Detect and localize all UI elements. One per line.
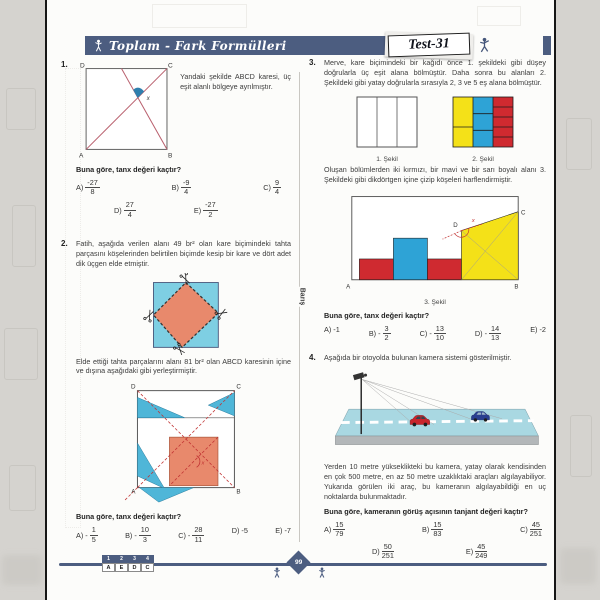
background-doodle [6,88,36,130]
answer-key-letter: A [102,563,115,572]
question-prompt: Buna göre, tanx değeri kaçtır? [324,310,430,320]
option: C) - $\frac{28}{11}$ [178,525,203,544]
page-number-badge [286,550,310,574]
figure-assembled-square [109,379,259,507]
question-1 [61,60,291,219]
background-doodle [9,465,36,511]
figure-highway-camera [324,367,546,459]
column-divider [299,72,300,542]
option: C) $\frac{45}{251}$ [520,519,542,538]
dancer-icon [273,567,281,579]
answer-key-number: 1 [102,555,115,563]
option: C) $\frac{9}{4}$ [263,178,279,197]
answer-key-letter: D [128,563,141,572]
svg-text:x: x [200,460,204,467]
question-number: 1. [61,60,68,69]
figure-sekil-1 [354,94,420,150]
page-sheet [45,0,556,600]
option: B) - $\frac{10}{3}$ [125,525,149,544]
page-number: 99 [294,558,303,566]
scan-mark [152,4,247,28]
right-column [309,58,546,560]
dancer-icon [94,39,103,53]
question-text: Yandaki şekilde ABCD karesi, üç eşit alanlı bölgeye ayrılmıştır. [180,72,291,91]
question-text: Merve, kare biçimindeki bir kağıdı önce 1. şekildeki gibi düşey doğrularla üç eşit alana bölmüştür. Daha sonra bu alanları 2. Şekildeki gibi yatay doğrularla sırasıyla 2, 3 ve 5 eş alana bölmüştür. [324,58,546,87]
answer-key-number: 2 [115,555,128,563]
answer-key-number: 3 [128,555,141,563]
question-prompt: Buna göre, tanx değeri kaçtır? [76,512,182,522]
options-row [324,521,542,538]
background-doodle [566,118,592,170]
question-number: 2. [61,238,68,248]
svg-text:A: A [130,488,136,496]
figure-square-abcd [76,60,175,160]
background-doodle [4,328,38,380]
options-row [76,179,281,196]
figure-sekil-2 [450,94,516,150]
options-row [372,543,546,560]
answer-key-number: 4 [141,555,154,563]
answer-key [102,555,154,572]
scan-mark [477,6,521,26]
svg-text:B: B [514,282,519,290]
option: E) $\frac{-27}{2}$ [193,200,216,219]
svg-text:x: x [471,217,475,224]
question-text: Fatih, aşağıda verilen alanı 49 br² olan kare biçimindeki tahta parçasını köşelerinden belirtilen biçimde kesip bir kare ve dört adet dik üçgen elde etmiştir. [76,238,291,268]
svg-text:D: D [130,384,136,392]
svg-text:A: A [79,152,84,160]
svg-text:D: D [453,221,458,229]
question-4 [309,353,546,560]
option: A) $\frac{15}{79}$ [324,519,344,538]
background-doodle [2,555,42,585]
svg-text:C: C [167,62,173,70]
chapter-banner [85,36,409,55]
left-column [61,60,291,544]
banner-end-cap [543,36,551,55]
svg-text:C: C [521,209,526,217]
background-doodle [12,205,36,267]
figure-cut-square [125,273,243,355]
dancer-icon [479,37,490,54]
option: D) -5 [231,526,248,536]
option: A) - $\frac{1}{5}$ [76,525,96,544]
svg-text:B: B [235,488,241,496]
test-number-label: Test-31 [388,33,471,58]
svg-text:A: A [346,282,351,290]
option: E) $\frac{45}{249}$ [465,542,488,561]
question-text: Oluşan bölümlerden iki kırmızı, bir mavi ve bir sarı boyalı alanı 3. Şekildeki gibi dikdörtgen içine çizip köşeleri harflendirmiştir. [324,164,546,184]
svg-text:x: x [146,95,150,102]
question-number: 4. [309,353,316,363]
background-doodle [570,415,592,477]
question-text: Yerden 10 metre yükseklikteki bu kamera, yatay olarak kendisinden en çok 500 metre, en az 50 metre uzaklıktaki araçları algılayabiliyor. Yukarıda görülen iki araç, bu kameranın algılayabildiği en uç noktalarda bulunmaktadır. [324,461,546,501]
question-3 [309,58,546,342]
options-row [114,201,291,218]
option: B) - $\frac{3}{2}$ [368,323,389,342]
question-2 [61,239,291,544]
question-prompt: Buna göre, tanx değeri kaçtır? [76,165,182,174]
figure-sekil-3 [340,189,530,293]
option: E) -7 [275,526,291,536]
svg-text:C: C [235,384,241,392]
option: B) $\frac{15}{83}$ [422,519,442,538]
question-number: 3. [309,58,316,67]
question-prompt: Buna göre, kameranın görüş açısının tanjant değeri kaçtır? [324,506,528,516]
answer-key-letter: C [141,563,154,572]
figure-label: 3. Şekil [424,298,446,306]
option: D) $\frac{50}{251}$ [372,542,394,561]
publisher-watermark: Barış [295,287,308,307]
option: B) $\frac{-9}{4}$ [171,178,190,197]
option: E) -2 [530,324,546,334]
background-doodle [560,548,596,584]
answer-key-letter: E [115,563,128,572]
option: C) - $\frac{13}{10}$ [419,323,444,342]
question-text: Aşağıda bir otoyolda bulunan kamera sistemi gösterilmiştir. [324,353,512,363]
svg-text:B: B [167,152,173,160]
option: D) $\frac{27}{4}$ [114,200,134,219]
option: A) -1 [324,324,340,334]
figure-label: 1. Şekil [376,155,398,163]
option: D) - $\frac{14}{13}$ [474,323,500,342]
dancer-icon [318,567,326,579]
chapter-title: Toplam - Fark Formülleri [109,38,287,53]
camera-icon [353,372,367,380]
svg-text:D: D [80,62,85,70]
question-text: Elde ettiği tahta parçalarını alanı 81 br² olan ABCD karesinin içine ve dışına aşağıdaki gibi yerleştirmiştir. [76,356,291,376]
options-row [76,526,291,543]
option: A) $\frac{-27}{8}$ [76,178,98,197]
options-row [324,325,546,342]
figure-label: 2. Şekil [472,155,494,163]
